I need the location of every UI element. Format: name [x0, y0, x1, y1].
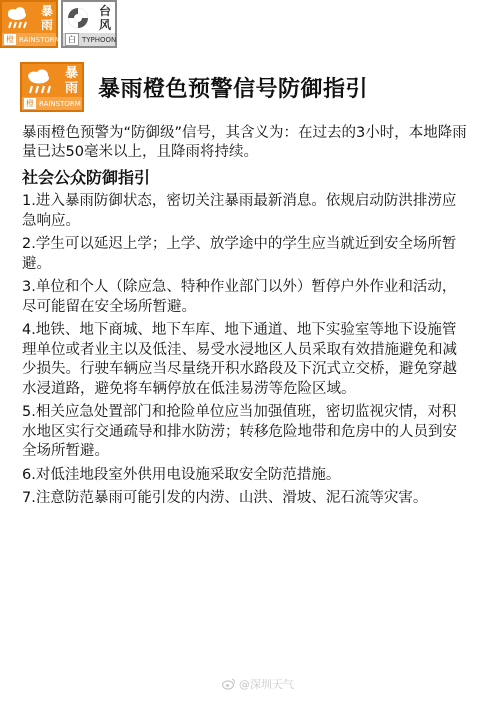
rainstorm-orange-warning-icon[interactable] — [0, 0, 61, 48]
rainstorm-orange-title-icon — [20, 62, 84, 112]
badge-english: RAINSTORM — [19, 35, 61, 44]
guide-item: 7.注意防范暴雨可能引发的内涝、山洪、滑坡、泥石流等灾害。 — [22, 490, 428, 506]
badge-char-2: 雨 — [40, 18, 53, 32]
badge-char-2: 雨 — [64, 81, 78, 96]
guide-item: 6.对低洼地段室外供用电设施采取安全防范措施。 — [22, 466, 341, 483]
typhoon-swirl-icon — [66, 6, 90, 30]
badge-english: RAINSTORM — [39, 99, 81, 108]
section-heading: 社会公众防御指引 — [22, 168, 151, 187]
guide-item: 3.单位和个人（除应急、特种作业部门以外）暂停户外作业和活动，尽可能留在安全场所暂避。 — [22, 279, 457, 315]
rain-cloud-icon — [24, 67, 54, 95]
badge-char-1: 暴 — [64, 66, 78, 81]
badge-english: TYPHOON — [82, 35, 117, 44]
header-warning-icons — [0, 0, 117, 48]
badge-char-1: 台 — [98, 4, 111, 18]
badge-footer — [22, 97, 82, 110]
typhoon-white-warning-icon[interactable] — [61, 0, 117, 48]
badge-char-1: 暴 — [40, 4, 53, 18]
badge-level: 橙 — [6, 35, 14, 44]
guide-item: 5.相关应急处置部门和抢险单位应当加强值班，密切监视灾情，对积水地区实行交通疏导和排水防涝；转移危险地带和危房中的人员到安全场所暂避。 — [22, 404, 457, 459]
weibo-watermark — [222, 676, 294, 692]
title-row — [20, 62, 368, 112]
rain-cloud-icon — [4, 5, 30, 31]
badge-char-2: 风 — [98, 18, 111, 32]
guide-content — [22, 124, 468, 513]
weibo-icon — [222, 678, 236, 690]
page-title: 暴雨橙色预警信号防御指引 — [98, 76, 369, 102]
watermark-text: @深圳天气 — [239, 678, 294, 691]
guide-item: 1.进入暴雨防御状态，密切关注暴雨最新消息。依规启动防洪排涝应急响应。 — [22, 193, 457, 229]
intro-paragraph: 暴雨橙色预警为“防御级”信号，其含义为：在过去的3小时，本地降雨量已达50毫米以上，且降雨将持续。 — [22, 125, 467, 160]
badge-footer — [63, 33, 115, 46]
guide-item: 2.学生可以延迟上学；上学、放学途中的学生应当就近到安全场所暂避。 — [22, 236, 457, 272]
badge-level: 白 — [65, 33, 79, 46]
badge-footer — [2, 33, 61, 46]
guide-item: 4.地铁、地下商城、地下车库、地下通道、地下实验室等地下设施管理单位或者业主以及低洼、易受水浸地区人员采取有效措施避免和减少损失。行驶车辆应当尽量绕开积水路段及下沉式立交桥，避免穿越水浸道路，避免将车辆停放在低洼易涝等危险区域。 — [22, 322, 457, 397]
badge-level: 橙 — [26, 99, 34, 108]
